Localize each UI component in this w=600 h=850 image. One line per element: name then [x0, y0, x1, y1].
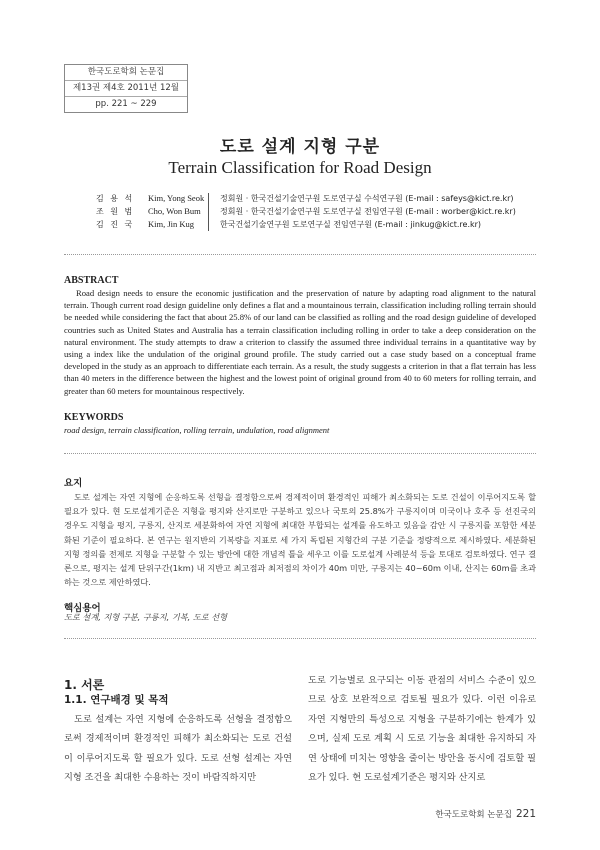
author-name-en: Cho, Won Bum	[148, 206, 201, 216]
abstract-text: Road design needs to ensure the economic justification and the preservation of nature by adapting road alignment to the natural terrain. Though current road design guideline only defines a flat and a mountainous terrain, classification including rolling terrain should be needed while considering the fact that about 25.8% of our land can be classified as rolling and the road design guideline of developed countries such as United States and Australia has a terrain classification including rolling in order to take a deep consideration on the natural environment. The study attempts to draw a criterion to classify the assumed three individual terrains in a quantitative way by using a index like the undulation of the original ground profile. The study carried out a case study based on a conceptual frame developed in the study as an approach to differentiate each terrain. As a result, the study suggests a criterion in that a flat terrain has less than 40 meters in the difference between the highest and the lowest point of original ground from 40 to 60 meters for rolling terrain, and greater than 60 meters for mountainous respectively.	[64, 288, 536, 396]
page-footer	[380, 808, 536, 820]
author-name-en: Kim, Yong Seok	[148, 193, 205, 203]
keywords-ko-text: 도로 설계, 지형 구분, 구릉지, 기복, 도로 선형	[64, 612, 228, 622]
author-name-ko: 김 진 국	[96, 220, 135, 229]
section-divider	[64, 453, 536, 454]
section-heading: 1. 서론	[64, 678, 105, 692]
author-divider	[208, 193, 209, 231]
author-affiliation: 한국건설기술연구원 도로연구실 전임연구원 (E-mail : jinkug@kict.re.kr)	[220, 220, 482, 229]
author-affiliation: 정회원 · 한국건설기술연구원 도로연구실 수석연구원 (E-mail : safeys@kict.re.kr)	[220, 194, 514, 203]
journal-info-box	[64, 64, 188, 113]
author-affiliation: 정회원 · 한국건설기술연구원 도로연구실 전임연구원 (E-mail : worber@kict.re.kr)	[220, 207, 516, 216]
journal-pages: pp. 221 ~ 229	[65, 96, 187, 112]
journal-name: 한국도로학회 논문집	[87, 67, 165, 77]
body-column-right: 도로 기능별로 요구되는 이동 관점의 서비스 수준이 있으므로 상호 보완적으로 검토될 필요가 있다. 이런 이유로 자연 지형만의 특성으로 지형을 구분하기에는 한계가 있으며, 실제 도로 계획 시 도로 기능을 최대한 유지하되 자연 상태에 미치는 영향을 줄이는 방안을 동시에 검토할 필요가 있다. 현 도로설계기준은 평지와 산지로	[308, 675, 536, 784]
summary-heading: 요지	[64, 478, 83, 489]
section-divider	[64, 254, 536, 255]
subsection-heading: 1.1. 연구배경 및 목적	[64, 694, 169, 706]
title-english: Terrain Classification for Road Design	[168, 158, 432, 177]
keywords-text: road design, terrain classification, rolling terrain, undulation, road alignment	[64, 425, 330, 435]
footer-journal: 한국도로학회 논문집	[435, 810, 512, 820]
author-name-ko: 김 용 석	[96, 194, 135, 203]
page-number: 221	[515, 808, 536, 820]
title-korean: 도로 설계 지형 구분	[219, 137, 381, 157]
journal-issue: 제13권 제4호 2011년 12월	[65, 80, 187, 96]
body-column-left: 도로 설계는 자연 지형에 순응하도록 선형을 결정함으로써 경제적이며 환경적인 피해가 최소화되는 도로 건설이 이루어지도록 할 필요가 있다. 도로 선형 설계는 자연 지형 조건을 최대한 수용하는 것이 바람직하지만	[64, 714, 292, 784]
section-divider	[64, 638, 536, 639]
abstract-heading: ABSTRACT	[64, 275, 119, 286]
author-name-en: Kim, Jin Kug	[148, 219, 195, 229]
summary-text: 도로 설계는 자연 지형에 순응하도록 선형을 결정함으로써 경제적이며 환경적인 피해가 최소화되는 도로 건설이 이루어지도록 할 필요가 있다. 현 도로설계기준은 지형을 평지와 산지로만 구분하고 있으나 국토의 25.8%가 구릉지이며 미국이나 호주 등 선진국의 경우도 지형을 평지, 구릉지, 산지로 세분화하여 자연 지형에 최대한 부합되는 설계를 유도하고 있음을 감안 시 구릉지를 포함한 세분화된 기준이 필요하다. 본 연구는 원지반의 기복량을 지표로 세 가지 독립된 지형간의 구분 기준을 정량적으로 제시하였다. 세분화된 지형 정의를 전제로 지형을 구분할 수 있는 방안에 대한 개념적 틀을 세우고 이를 도로설계 사례분석 등을 토대로 검토하였다. 연구 결론으로, 평지는 설계 단위구간(1km) 내 지반고 최고점과 최저점의 차이가 40m 미만, 구릉지는 40~60m 이내, 산지는 60m를 초과하는 것으로 제안하였다.	[64, 492, 536, 588]
keywords-ko-heading: 핵심용어	[64, 603, 101, 614]
keywords-heading: KEYWORDS	[64, 412, 124, 423]
author-name-ko: 조 원 범	[96, 207, 135, 216]
